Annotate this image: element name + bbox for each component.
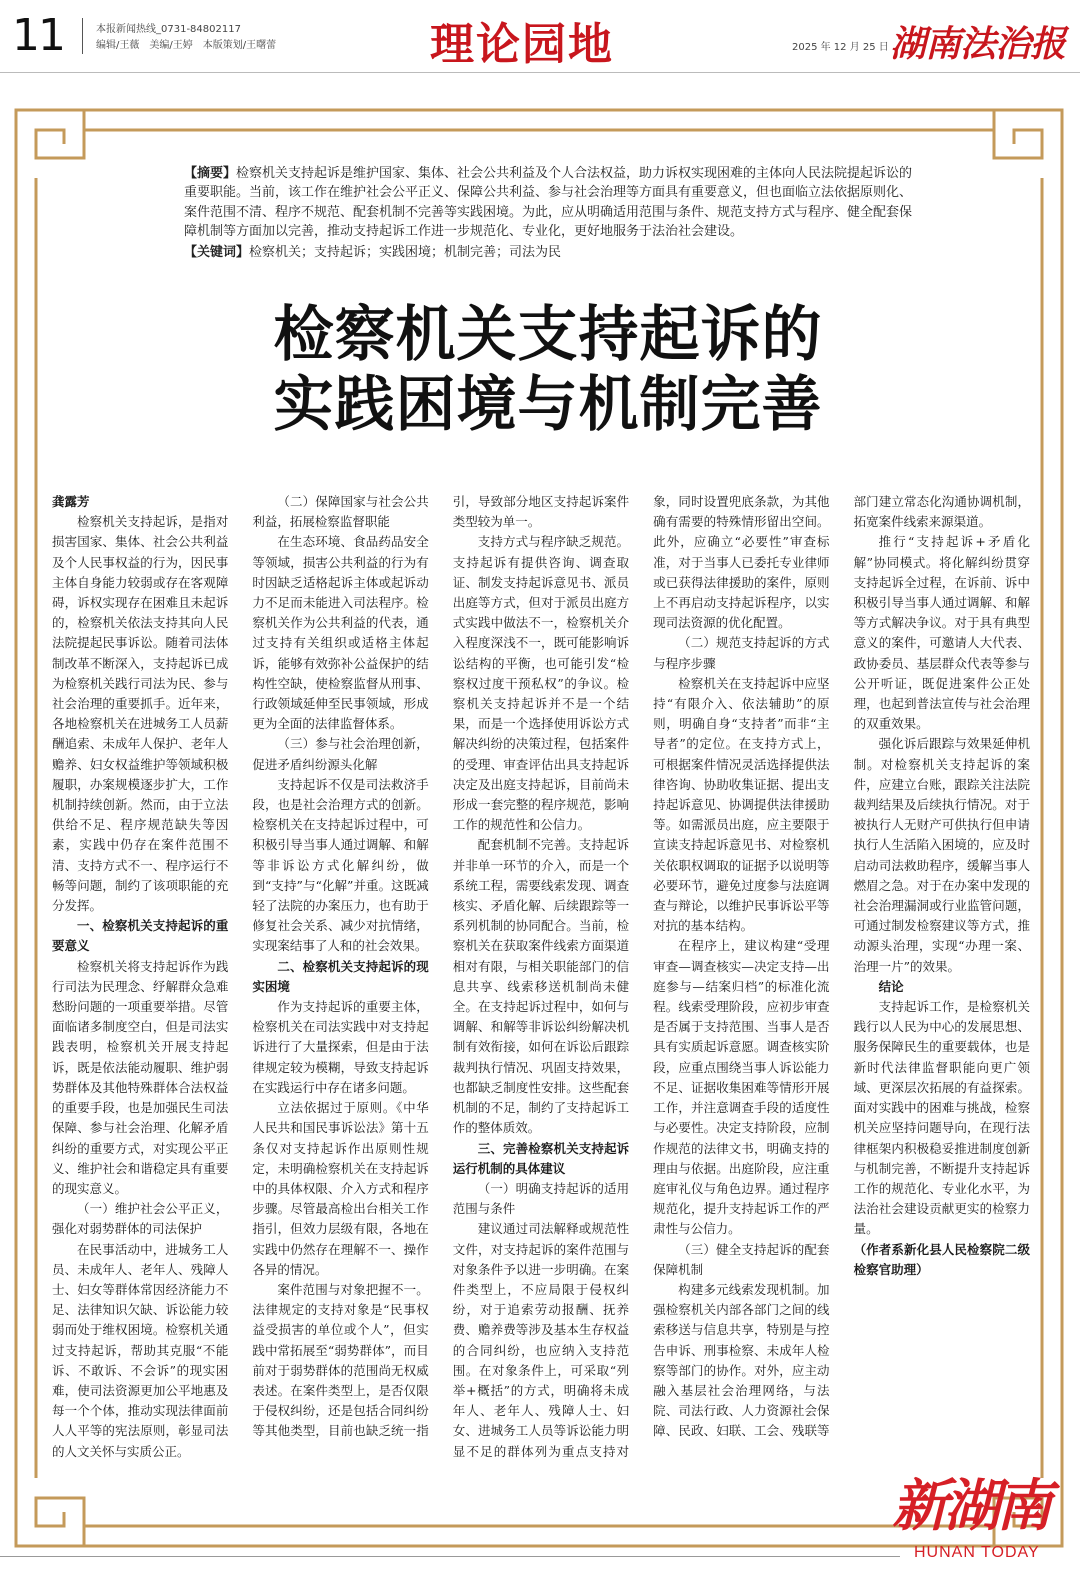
paragraph: 推行“支持起诉+矛盾化解”协同模式。将化解纠纷贯穿支持起诉全过程，在诉前、诉中积极引导当事人通过调解、和解等方式解决争议。对于具有典型意义的案件，可邀请人大代表、政协委员、基层群众代表等参与公开听证，既促进案件公正处理，也起到普法宣传与社会治理的双重效果。 (853, 534, 1030, 732)
hunan-today-logo (892, 1462, 1062, 1572)
paragraph: 立法依据过于原则。《中华人民共和国民事诉讼法》第十五条仅对支持起诉作出原则性规定，未明确检察机关在支持起诉中的具体权限、介入方式和程序步骤。尽管最高检出台相关工作指引，但效力层级有限，各地在实践中仍然存在理解不一、操作各异的情况。 (252, 1100, 429, 1277)
paragraph: 检察机关将支持起诉作为践行司法为民理念、纾解群众急难愁盼问题的一项重要举措。尽管面临诸多制度空白，但是司法实践表明，检察机关开展支持起诉，既是依法能动履职、维护弱势群体及其他特殊群体合法权益的重要手段，也是加强民生司法保障、参与社会治理、化解矛盾纠纷的重要方式，对实现公平正义、维护社会和谐稳定具有重要的现实意义。 (52, 958, 229, 1196)
paragraph: 在民事活动中，进城务工人员、未成年人、老年人、残障人士、妇女等群体常因经济能力不足、法律知识欠缺、诉讼能力较弱而处于维权困境。检察机关通过支持起诉，帮助其克服“不能诉、不敢诉、不会诉”的现实困难，使司法资源更加公平地惠及每一个个体，推动实现法律面前人人平等的宪法原则，彰显司法的人文关怀与实质公正。 (52, 1241, 229, 1459)
section-heading: 二、检察机关支持起诉的现实困境 (252, 958, 429, 994)
header-rule (0, 72, 1080, 73)
article-title (248, 300, 848, 440)
section-heading: 一、检察机关支持起诉的重要意义 (52, 918, 229, 954)
paragraph: 在生态环境、食品药品安全等领域，损害公共利益的行为有时因缺乏适格起诉主体或起诉动力不足而未能进入司法程序。检察机关作为公共利益的代表，通过支持有关组织或适格主体起诉，能够有效弥补公益保护的结构性空缺，使检察监督从刑事、行政领域延伸至民事领域，形成更为全面的法律监督体系。 (252, 534, 429, 732)
author-affiliation: （作者系新化县人民检察院二级检察官助理） (853, 1241, 1030, 1277)
subsection-heading: （二）保障国家与社会公共利益，拓展检察监督职能 (252, 494, 429, 530)
page-header (0, 0, 1080, 75)
newspaper-logo: 湖南法治报 (890, 23, 1066, 65)
subsection-heading: （一）维护社会公平正义，强化对弱势群体的司法保护 (52, 1201, 229, 1237)
page-number: 11 (12, 10, 64, 61)
header-meta (96, 22, 276, 54)
editors-credit: 编辑/王薇 美编/王婷 本版策划/王曙蕾 (96, 40, 277, 51)
issue-date: 2025 年 12 月 25 日 (792, 42, 889, 53)
title-line-2: 实践困境与机制完善 (273, 370, 823, 440)
paragraph: 配套机制不完善。支持起诉并非单一环节的介入，而是一个系统工程，需要线索发现、调查核实、矛盾化解、后续跟踪等一系列机制的协同配合。当前，检察机关在获取案件线索方面渠道相对有限，与相关职能部门的信息共享、线索移送机制尚未健全。在支持起诉过程中，如何与调解、和解等非诉讼纠纷解决机制有效衔接，如何在诉讼后跟踪裁判执行情况、巩固支持效果，也都缺乏制度性安排。这些配套机制的不足，制约了支持起诉工作的整体质效。 (452, 837, 630, 1136)
author-name: 龚露芳 (52, 494, 90, 509)
section-heading: 三、完善检察机关支持起诉运行机制的具体建议 (452, 1140, 630, 1176)
subsection-heading: （二）规范支持起诉的方式与程序步骤 (653, 635, 830, 671)
paragraph: 检察机关支持起诉，是指对损害国家、集体、社会公共利益及个人民事权益的行为，因民事主体自身能力较弱或存在客观障碍，诉权实现存在困难且未起诉的，检察机关依法支持其向人民法院提起民事诉讼。随着司法体制改革不断深入，支持起诉已成为检察机关践行司法为民、参与社会治理的重要抓手。近年来，各地检察机关在进城务工人员薪酬追索、未成年人保护、老年人赡养、妇女权益维护等领域积极履职，办案规模逐步扩大，工作机制持续创新。然而，由于立法供给不足、程序规范缺失等因素，实践中仍存在案件范围不清、支持方式不一、程序运行不畅等问题，制约了该项职能的充分发挥。 (52, 514, 229, 914)
keywords-text: 检察机关；支持起诉；实践困境；机制完善；司法为民 (249, 245, 562, 260)
paragraph: 构建多元线索发现机制。加强检察机关内部各部门之间的线索移送与信息共享，特别是与控告申诉、刑事检察、未成年人检察等部门的协作。对外，应主动融入基层社会治理网络，与法院、司法行政、人力资源社会保障、民政、妇联、工会、残联等部门建立常态化沟通协调机制，拓宽案件线索来源渠道。 (653, 494, 1030, 1439)
title-line-1: 检察机关支持起诉的 (273, 300, 823, 370)
paragraph: 支持起诉不仅是司法救济手段，也是社会治理方式的创新。检察机关在支持起诉过程中，可积极引导当事人通过调解、和解等非诉讼方式化解纠纷，做到“支持”与“化解”并重。这既减轻了法院的办案压力，也有助于修复社会关系、减少对抗情绪，实现案结事了人和的社会效果。 (252, 776, 429, 954)
logo-english: HUNAN TODAY (914, 1544, 1040, 1561)
subsection-heading: （三）健全支持起诉的配套保障机制 (653, 1241, 830, 1277)
keywords-label: 【关键词】 (184, 245, 250, 260)
subsection-heading: （一）明确支持起诉的适用范围与条件 (452, 1180, 630, 1217)
abstract-text: 检察机关支持起诉是维护国家、集体、社会公共利益及个人合法权益，助力诉权实现困难的主体向人民法院提起诉讼的重要职能。当前，该工作在维护社会公平正义、保障公共利益、参与社会治理等方面具有重要意义，但也面临立法依据原则化、案件范围不清、程序不规范、配套机制不完善等实践困境。为此，应从明确适用范围与条件、规范支持方式与程序、健全配套保障机制等方面加以完善，推动支持起诉工作进一步规范化、专业化，更好地服务于法治社会建设。 (184, 166, 913, 240)
header-divider (82, 18, 83, 54)
article-body (52, 492, 1030, 1470)
section-title: 理论园地 (430, 19, 614, 70)
subsection-heading: （三）参与社会治理创新，促进矛盾纠纷源头化解 (252, 736, 429, 772)
abstract (184, 164, 916, 242)
paragraph: 支持起诉工作，是检察机关践行以人民为中心的发展思想、服务保障民生的重要载体，也是新时代法律监督职能向更广领域、更深层次拓展的有益探索。面对实践中的困难与挑战，检察机关应坚持问题导向，在现行法律框架内积极稳妥推进制度创新与机制完善，不断提升支持起诉工作的规范化、专业化水平，为法治社会建设贡献更实的检察力量。 (853, 999, 1030, 1237)
paragraph: 案件范围与对象把握不一。法律规定的支持对象是“民事权益受损害的单位或个人”，但实践中常拓展至“弱势群体”，而目前对于弱势群体的范围尚无权威表述。在案件类型上，是否仅限于侵权纠纷，还是包括合同纠纷等其他类型，目前也缺乏统一指引，导致部分地区支持起诉案件类型较为单一。 (252, 494, 630, 1439)
news-hotline: 本报新闻热线_0731-84802117 (96, 24, 241, 35)
footer-rule (0, 1556, 900, 1557)
paragraph: 在程序上，建议构建“受理审查—调查核实—决定支持—出庭参与—结案归档”的标准化流程。线索受理阶段，应初步审查是否属于支持范围、当事人是否具有实质起诉意愿。调查核实阶段，应重点围绕当事人诉讼能力不足、证据收集困难等情形开展工作，并注意调查手段的适度性与必要性。决定支持阶段，应制作规范的法律文书，明确支持的理由与依据。出庭阶段，应注重庭审礼仪与角色边界。通过程序规范化，提升支持起诉工作的严肃性与公信力。 (653, 938, 830, 1237)
abstract-label: 【摘要】 (184, 166, 237, 181)
logo-chinese: 新湖南 (892, 1473, 1048, 1539)
paragraph: 作为支持起诉的重要主体，检察机关在司法实践中对支持起诉进行了大量探索，但是由于法律规定较为模糊，导致支持起诉在实践运行中存在诸多问题。 (252, 999, 429, 1095)
keywords (184, 243, 916, 262)
section-heading: 结论 (878, 978, 904, 994)
paragraph: 建议通过司法解释或规范性文件，对支持起诉的案件范围与对象条件予以进一步明确。在案件类型上，不应局限于侵权纠纷，对于追索劳动报酬、抚养费、赡养费等涉及基本生存权益的合同纠纷，也应纳入支持范围。在对象条件上，可采取“列举+概括”的方式，明确将未成年人、老年人、残障人士、妇女、进城务工人员等诉讼能力明显不足的群体列为重点支持对象，同时设置兜底条款，为其他确有需要的特殊情形留出空间。此外，应确立“必要性”审查标准，对于当事人已委托专业律师或已获得法律援助的案件，原则上不再启动支持起诉程序，以实现司法资源的优化配置。 (452, 494, 830, 1459)
paragraph: 强化诉后跟踪与效果延伸机制。对检察机关支持起诉的案件，应建立台账，跟踪关注法院裁判结果及后续执行情况。对于被执行人无财产可供执行但申请执行人生活陷入困境的，应及时启动司法救助程序，缓解当事人燃眉之急。对于在办案中发现的社会治理漏洞或行业监管问题，可通过制发检察建议等方式，推动源头治理，实现“办理一案、治理一片”的效果。 (853, 736, 1030, 974)
paragraph: 检察机关在支持起诉中应坚持“有限介入、依法辅助”的原则，明确自身“支持者”而非“主导者”的定位。在支持方式上，可根据案件情况灵活选择提供法律咨询、协助收集证据、提出支持起诉意见、协调提供法律援助等。如需派员出庭，应主要限于宣读支持起诉意见书、对检察机关依职权调取的证据予以说明等必要环节，避免过度参与法庭调查与辩论，以维护民事诉讼平等对抗的基本结构。 (653, 675, 830, 934)
paragraph: 支持方式与程序缺乏规范。支持起诉有提供咨询、调查取证、制发支持起诉意见书、派员出庭等方式，但对于派员出庭方式实践中做法不一，检察机关介入程度深浅不一，既可能影响诉讼结构的平衡，也可能引发“检察权过度干预私权”的争议。检察机关支持起诉并不是一个结果，而是一个选择使用诉讼方式解决纠纷的决策过程，包括案件的受理、审查评估出具支持起诉决定及出庭支持起诉，目前尚未形成一套完整的程序规范，影响工作的规范性和公信力。 (452, 534, 630, 833)
